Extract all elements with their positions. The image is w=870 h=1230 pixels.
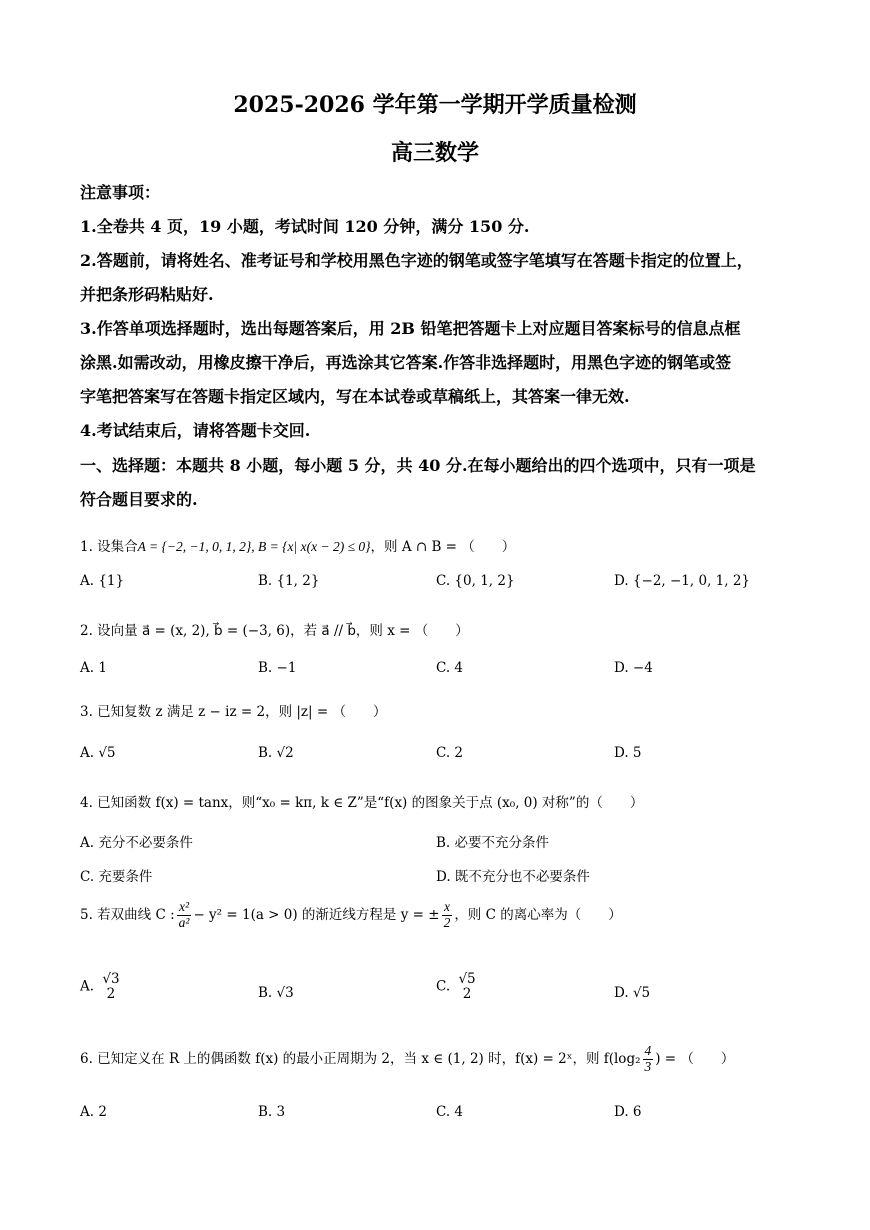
question-5-option-b-text: √3 [276,985,294,1001]
question-5-option-b [258,985,294,1001]
question-5-middle: − y² = 1(a > 0) 的渐近线方程是 y = ± [193,906,440,923]
question-5-option-a-den: 2 [106,985,116,1002]
question-5-option-d [614,985,650,1001]
question-5-frac-den: a² [178,914,190,930]
question-5-option-a-num: √3 [102,971,120,987]
question-6-suffix: ) = （ ） [655,1050,735,1067]
question-5-frac-num: x² [177,900,192,916]
question-5-option-c [436,972,480,1002]
question-5-option-c-label: C. [436,978,451,995]
question-6-option-c: C. 4 [436,1104,464,1120]
note-3-line2: 涂黑.如需改动，用橡皮擦干净后，再选涂其它答案.作答非选择题时，用黑色字迹的钢笔或签 [80,353,732,372]
question-1-option-c: C. {0, 1, 2} [436,573,515,589]
question-1-stem [80,535,515,555]
question-5-option-b-label: B. [258,985,273,1001]
note-4: 4.考试结束后，请将答题卡交回. [80,421,311,440]
question-6-frac-den: 3 [644,1058,652,1074]
question-2-option-a: A. 1 [80,660,107,676]
question-5-option-d-label: D. [614,985,629,1001]
question-1-option-b: B. {1, 2} [258,573,320,589]
exam-title: 2025-2026 学年第一学期开学质量检测 [233,92,637,118]
question-4-option-a: A. 充分不必要条件 [80,835,193,851]
question-3-option-c: C. 2 [436,745,464,761]
question-6-frac-num: 4 [644,1043,652,1058]
question-5-option-a [80,972,124,1002]
note-2-line1: 2.答题前，请将姓名、准考证号和学校用黑色字迹的钢笔或签字笔填写在答题卡指定的位置上， [80,251,753,270]
question-6-prefix: 6. 已知定义在 R 上的偶函数 f(x) 的最小正周期为 2，当 x ∈ (1, 2) 时，f(x) = 2ˣ，则 f(log₂ [80,1050,641,1067]
note-2-line2: 并把条形码粘贴好. [80,285,214,304]
question-5-frac2-num: x [442,900,453,916]
question-4-stem: 4. 已知函数 f(x) = tanx，则“x₀ = kπ, k ∈ Z”是“f(x) 的图象关于点 (x₀, 0) 对称”的（ ） [80,795,644,811]
question-3-option-b: B. √2 [258,745,294,761]
question-2-option-c: C. 4 [436,660,464,676]
exam-subtitle: 高三数学 [390,140,479,166]
question-2-stem: 2. 设向量 a⃗ = (x, 2), b⃗ = (−3, 6)，若 a⃗ // b⃗，则 x = （ ） [80,623,469,639]
question-5-frac2-den: 2 [443,914,451,930]
note-3-line3: 字笔把答案写在答题卡指定区域内，写在本试卷或草稿纸上，其答案一律无效. [80,387,630,406]
question-4-option-c: C. 充要条件 [80,869,153,885]
question-6-stem [80,1044,734,1075]
question-5-option-c-den: 2 [462,985,472,1002]
section-heading-line1: 一、选择题：本题共 8 小题，每小题 5 分，共 40 分.在每小题给出的四个选项中，只有一项是 [80,456,756,475]
question-5-suffix: ，则 C 的离心率为（ ） [454,906,622,923]
question-1-math: A = {−2, −1, 0, 1, 2}, B = {x| x(x − 2) ≤ 0} [137,539,371,554]
question-4-option-b: B. 必要不充分条件 [436,835,550,851]
question-3-stem: 3. 已知复数 z 满足 z − iz = 2，则 |z| = （ ） [80,704,387,720]
question-3-option-d: D. 5 [614,745,642,761]
question-1-option-a: A. {1} [80,573,125,589]
question-6-option-d: D. 6 [614,1104,642,1120]
question-5-option-d-text: √5 [632,985,651,1001]
question-6-option-b: B. 3 [258,1104,286,1120]
note-1: 1.全卷共 4 页，19 小题，考试时间 120 分钟，满分 150 分. [80,217,530,236]
question-5-stem [80,900,622,931]
question-2-option-b: B. −1 [258,660,297,676]
question-1-suffix: ，则 A ∩ B = （ ） [370,539,516,555]
note-3-line1: 3.作答单项选择题时，选出每题答案后，用 2B 铅笔把答题卡上对应题目答案标号的信息点框 [80,319,741,338]
question-5-prefix: 5. 若双曲线 C : [80,906,175,923]
question-3-option-a: A. √5 [80,745,116,761]
question-1-prefix: 1. 设集合 [80,539,138,555]
question-5-option-a-label: A. [80,978,95,995]
notes-heading: 注意事项： [80,183,161,202]
question-4-option-d: D. 既不充分也不必要条件 [436,869,590,885]
section-heading-line2: 符合题目要求的. [80,490,198,509]
question-5-option-c-num: √5 [458,971,476,987]
question-6-option-a: A. 2 [80,1104,107,1120]
question-2-option-d: D. −4 [614,660,653,676]
question-1-option-d: D. {−2, −1, 0, 1, 2} [614,573,751,589]
